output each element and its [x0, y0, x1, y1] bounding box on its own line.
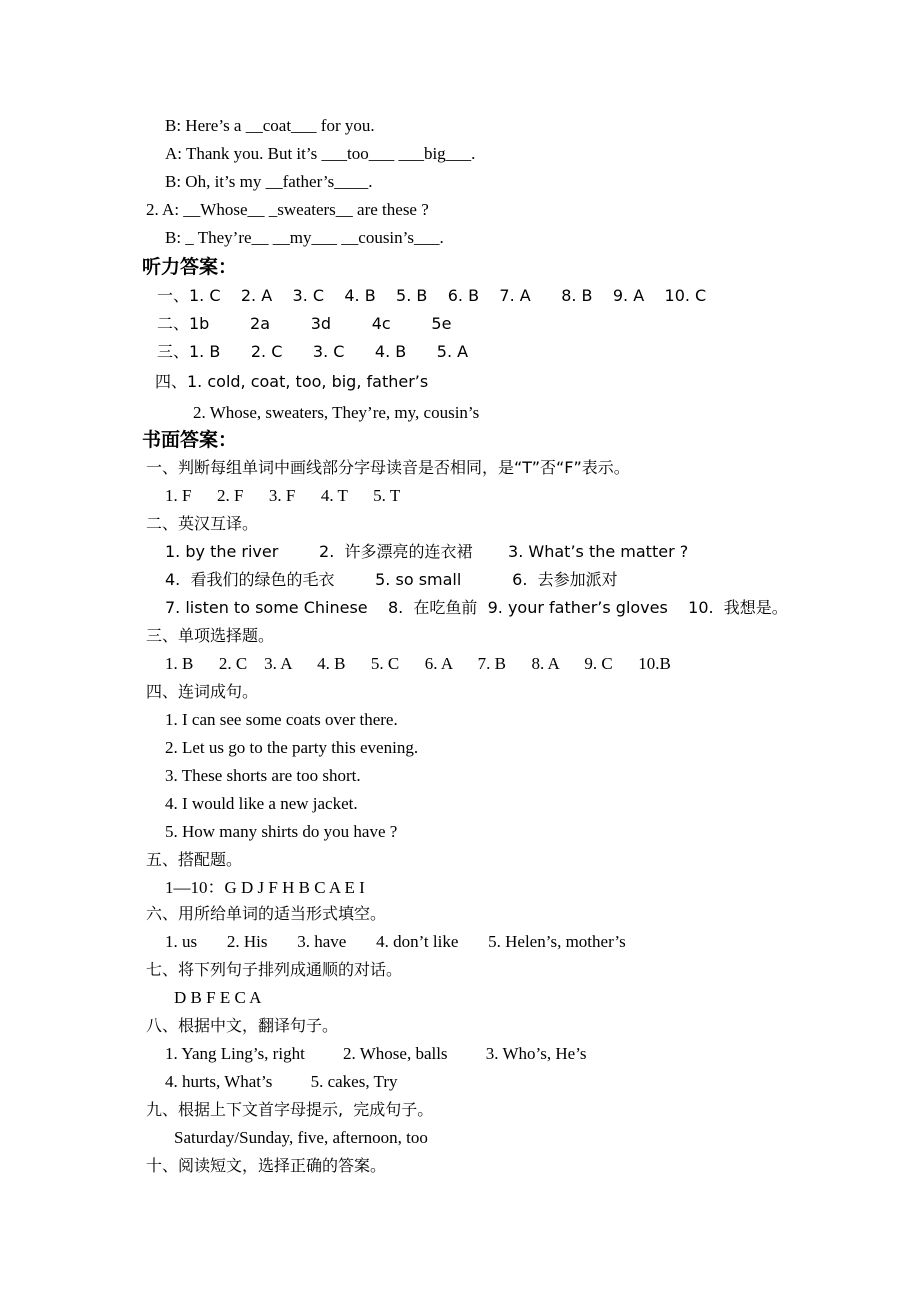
written-q4-answer-2: 2. Let us go to the party this evening. — [165, 738, 419, 757]
written-q1-title: 一、判断每组单词中画线部分字母读音是否相同，是“T”否“F”表示。 — [146, 458, 630, 477]
written-q8-answers-2: 4. hurts, What’s 5. cakes, Try — [165, 1072, 398, 1091]
listening-section-4-line-1: 四、1. cold, coat, too, big, father’s — [155, 372, 429, 391]
written-q3-answers: 1. B 2. C 3. A 4. B 5. C 6. A 7. B 8. A 9. C 10.B — [165, 654, 671, 673]
written-q6-answers: 1. us 2. His 3. have 4. don’t like 5. Helen’s, mother’s — [165, 932, 626, 951]
written-q6-title: 六、用所给单词的适当形式填空。 — [146, 904, 387, 923]
written-q7-answers: D B F E C A — [174, 988, 262, 1007]
written-q4-answer-4: 4. I would like a new jacket. — [165, 794, 358, 813]
dialog-line-3: B: Oh, it’s my __father’s____. — [165, 172, 373, 191]
dialog-line-4: 2. A: __Whose__ _sweaters__ are these ? — [146, 200, 429, 219]
listening-section-4-line-2: 2. Whose, sweaters, They’re, my, cousin’s — [193, 403, 480, 422]
written-q4-answer-3: 3. These shorts are too short. — [165, 766, 361, 785]
dialog-line-5: B: _ They’re__ __my___ __cousin’s___. — [165, 228, 444, 247]
written-q2-title: 二、英汉互译。 — [146, 514, 259, 533]
written-q10-title: 十、阅读短文，选择正确的答案。 — [146, 1156, 387, 1175]
dialog-line-1: B: Here’s a __coat___ for you. — [165, 116, 375, 135]
written-q4-answer-1: 1. I can see some coats over there. — [165, 710, 398, 729]
written-q2-answers-1: 1. by the river 2. 许多漂亮的连衣裙 3. What’s the matter ? — [165, 542, 689, 561]
written-q4-title: 四、连词成句。 — [146, 682, 259, 701]
written-q3-title: 三、单项选择题。 — [146, 626, 275, 645]
written-q9-answers: Saturday/Sunday, five, afternoon, too — [174, 1128, 428, 1147]
written-heading: 书面答案： — [142, 429, 238, 451]
written-q2-answers-2: 4. 看我们的绿色的毛衣 5. so small 6. 去参加派对 — [165, 570, 618, 589]
written-q5-answers: 1—10：G D J F H B C A E I — [165, 878, 365, 897]
written-q1-answers: 1. F 2. F 3. F 4. T 5. T — [165, 486, 401, 505]
written-q8-title: 八、根据中文，翻译句子。 — [146, 1016, 339, 1035]
listening-section-2: 二、1b 2a 3d 4c 5e — [157, 314, 452, 333]
listening-section-3: 三、1. B 2. C 3. C 4. B 5. A — [157, 342, 469, 361]
listening-heading: 听力答案： — [142, 256, 238, 278]
dialog-line-2: A: Thank you. But it’s ___too___ ___big___. — [165, 144, 476, 163]
written-q8-answers-1: 1. Yang Ling’s, right 2. Whose, balls 3. Who’s, He’s — [165, 1044, 587, 1063]
written-q4-answer-5: 5. How many shirts do you have ? — [165, 822, 398, 841]
written-q7-title: 七、将下列句子排列成通顺的对话。 — [146, 960, 403, 979]
written-q2-answers-3: 7. listen to some Chinese 8. 在吃鱼前 9. your father’s gloves 10. 我想是。 — [165, 598, 788, 617]
written-q5-title: 五、搭配题。 — [146, 850, 243, 869]
written-q9-title: 九、根据上下文首字母提示, 完成句子。 — [146, 1100, 434, 1119]
listening-section-1: 一、1. C 2. A 3. C 4. B 5. B 6. B 7. A 8. B 9. A 10. C — [157, 286, 707, 305]
